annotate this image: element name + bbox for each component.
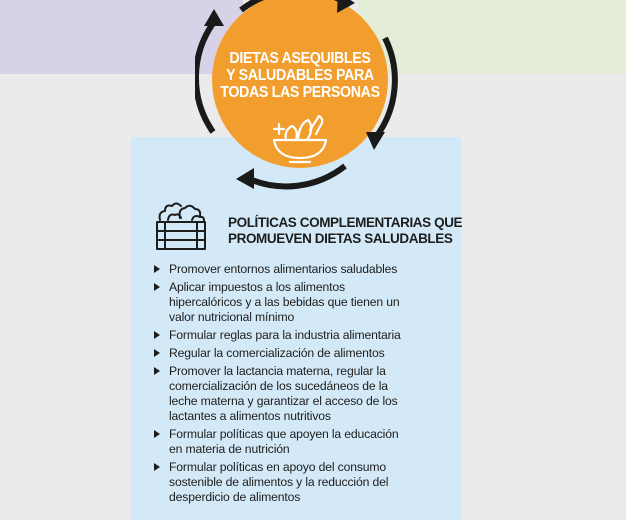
policy-text-line: Promover entornos alimentarios saludables [169,262,398,276]
bullet-arrow-icon [154,331,160,339]
bullet-arrow-icon [154,283,160,291]
policy-text-line: valor nutricional mínimo [169,310,295,324]
bullet-arrow-icon [154,367,160,375]
policies-heading [228,215,463,247]
policy-text-line: Formular políticas que apoyen la educación [169,427,399,441]
arrow-left [196,22,214,132]
arrow-bottom [247,166,345,186]
policy-item [153,328,453,343]
arrowhead-left [204,9,224,26]
arrowhead-bottom [236,168,254,189]
policy-item [153,364,453,424]
heading-line: POLÍTICAS COMPLEMENTARIAS QUE [228,215,463,230]
policy-text-line: en materia de nutrición [169,442,290,456]
policy-text-line: Aplicar impuestos a los alimentos [169,280,345,294]
policy-item [153,280,453,325]
bullet-arrow-icon [154,265,160,273]
policy-item [153,460,453,505]
arrowhead-right [366,132,385,150]
policy-list [153,262,453,508]
policy-text-line: Promover la lactancia materna, regular la [169,364,386,378]
policy-text-line: comercialización de los sucedáneos de la [169,379,388,393]
title-line: Y SALUDABLES PARA [226,67,374,84]
policy-item [153,427,453,457]
heading-line: PROMUEVEN DIETAS SALUDABLES [228,231,453,246]
bullet-arrow-icon [154,430,160,438]
policy-item [153,262,453,277]
policy-text-line: lactantes a alimentos nutritivos [169,409,331,423]
policy-text-line: hipercalóricos y a las bebidas que tienen un [169,295,400,309]
policy-text-line: Regular la comercialización de alimentos [169,346,385,360]
policy-text-line: Formular reglas para la industria alimentaria [169,328,401,342]
policy-text-line: Formular políticas en apoyo del consumo [169,460,387,474]
central-title [214,50,385,101]
policy-text-line: desperdicio de alimentos [169,490,301,504]
bullet-arrow-icon [154,349,160,357]
title-line: TODAS LAS PERSONAS [220,84,380,101]
policy-text-line: leche materna y garantizar el acceso de los [169,394,398,408]
policy-text-line: sostenible de alimentos y la reducción del [169,475,389,489]
bullet-arrow-icon [154,463,160,471]
policy-item [153,346,453,361]
vegetable-crate-icon [154,200,208,252]
title-line: DIETAS ASEQUIBLES [229,50,371,67]
